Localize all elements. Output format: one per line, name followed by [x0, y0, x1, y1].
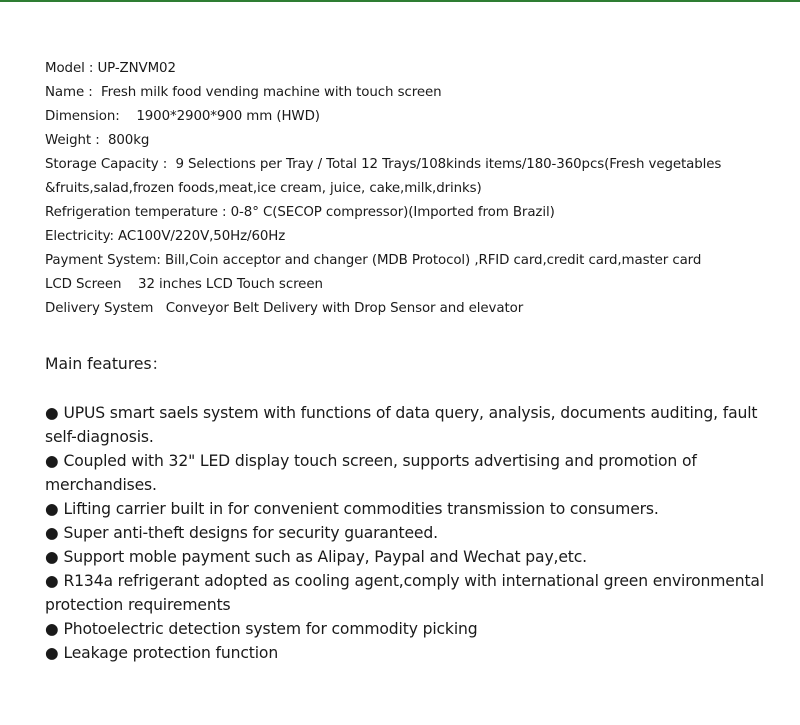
- spec-value: Conveyor Belt Delivery with Drop Sensor and elevator: [157, 301, 524, 316]
- bullet-dot-icon: ●: [45, 548, 59, 566]
- spec-label: Payment System:: [45, 253, 165, 268]
- feature-item: [45, 545, 775, 569]
- spec-value: UP-ZNVM02: [97, 61, 176, 76]
- feature-text: Photoelectric detection system for commodity picking: [63, 620, 478, 638]
- bullet-dot-icon: ●: [45, 644, 59, 662]
- feature-text: Super anti-theft designs for security guaranteed.: [63, 524, 438, 542]
- spec-label: Storage Capacity :: [45, 157, 172, 172]
- feature-item: [45, 521, 775, 545]
- top-divider-line: [0, 0, 800, 2]
- bullet-dot-icon: ●: [45, 500, 59, 518]
- spec-label: Electricity:: [45, 229, 119, 244]
- bullet-dot-icon: ●: [45, 452, 59, 470]
- bullet-dot-icon: ●: [45, 620, 59, 638]
- features-list: [45, 401, 775, 665]
- feature-item: [45, 641, 775, 665]
- main-features-heading: Main features：: [45, 355, 168, 373]
- spec-payment-system: [45, 249, 785, 273]
- feature-item: [45, 497, 775, 521]
- spec-value: Bill,Coin acceptor and changer (MDB Protocol) ,RFID card,credit card,master card: [164, 253, 702, 268]
- spec-model: [45, 57, 785, 81]
- spec-label: LCD Screen: [45, 277, 126, 292]
- spec-storage-capacity: [45, 153, 785, 177]
- spec-value: AC100V/220V,50Hz/60Hz: [118, 229, 286, 244]
- spec-label: Refrigeration temperature :: [45, 205, 231, 220]
- feature-text: UPUS smart saels system with functions of data query, analysis, documents auditing, fault self-diagnosis.: [45, 404, 758, 446]
- feature-item: [45, 569, 775, 617]
- spec-label: Delivery System: [45, 301, 158, 316]
- spec-name: [45, 81, 785, 105]
- spec-label: Dimension:: [45, 109, 124, 124]
- feature-item: [45, 617, 775, 641]
- spec-value: 32 inches LCD Touch screen: [125, 277, 323, 292]
- bullet-dot-icon: ●: [45, 572, 59, 590]
- spec-label: Model :: [45, 61, 98, 76]
- spec-storage-capacity-cont: [45, 177, 785, 201]
- bullet-dot-icon: ●: [45, 524, 59, 542]
- specifications-block: [45, 57, 785, 321]
- spec-electricity: [45, 225, 785, 249]
- spec-lcd-screen: [45, 273, 785, 297]
- spec-value: 9 Selections per Tray / Total 12 Trays/108kinds items/180-360pcs(Fresh vegetables: [171, 157, 722, 172]
- feature-text: Coupled with 32" LED display touch screen, supports advertising and promotion of merchandises.: [45, 452, 697, 494]
- feature-text: Lifting carrier built in for convenient commodities transmission to consumers.: [63, 500, 659, 518]
- spec-label: Weight :: [45, 133, 104, 148]
- feature-item: [45, 401, 775, 449]
- feature-text: R134a refrigerant adopted as cooling agent,comply with international green environmental protection requirements: [45, 572, 765, 614]
- spec-value: 1900*2900*900 mm (HWD): [123, 109, 320, 124]
- spec-weight: [45, 129, 785, 153]
- spec-refrigeration-temperature: [45, 201, 785, 225]
- spec-value: &fruits,salad,frozen foods,meat,ice cream, juice, cake,milk,drinks): [45, 181, 482, 196]
- bullet-dot-icon: ●: [45, 404, 59, 422]
- spec-dimension: [45, 105, 785, 129]
- spec-delivery-system: [45, 297, 785, 321]
- spec-value: Fresh milk food vending machine with touch screen: [96, 85, 442, 100]
- feature-text: Support moble payment such as Alipay, Paypal and Wechat pay,etc.: [63, 548, 587, 566]
- feature-text: Leakage protection function: [63, 644, 279, 662]
- spec-label: Name :: [45, 85, 97, 100]
- spec-value: 800kg: [103, 133, 150, 148]
- feature-item: [45, 449, 775, 497]
- spec-value: 0-8° C(SECOP compressor)(Imported from Brazil): [230, 205, 555, 220]
